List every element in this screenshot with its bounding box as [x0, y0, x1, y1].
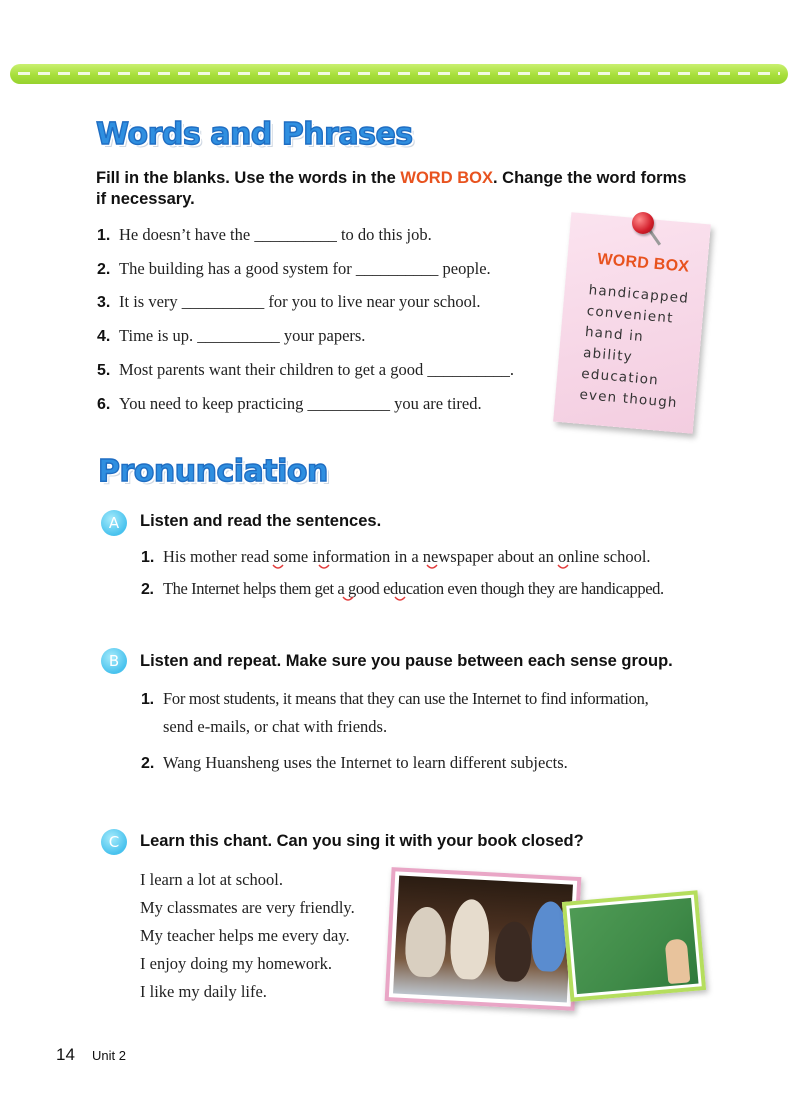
part-a-instruction: Listen and read the sentences. [140, 512, 382, 530]
badge-c-icon: C [101, 829, 127, 855]
page-number: 14 [56, 1045, 75, 1064]
pushpin-icon [632, 212, 654, 234]
words-instruction [96, 168, 736, 210]
question-5 [97, 359, 514, 382]
part-b-sentence-1 [141, 688, 648, 711]
part-c-instruction: Learn this chant. Can you sing it with your book closed? [140, 832, 584, 850]
word-box-item: ability [582, 344, 634, 366]
chant [140, 866, 355, 1006]
words-and-phrases-heading: Words and Phrases [96, 117, 413, 152]
instruction-line2: if necessary. [96, 190, 195, 208]
word-box [553, 212, 711, 433]
part-b-sentence-2 [141, 752, 568, 775]
photo-figure [404, 906, 448, 978]
linking-mark-icon [342, 596, 354, 602]
sentence-text: For most students, it means that they can use the Internet to find information, [163, 689, 649, 708]
question-text: Most parents want their children to get a good __________. [119, 360, 515, 379]
decorative-stripe [10, 64, 788, 84]
sentence-number: 2. [141, 755, 155, 772]
question-number: 5. [97, 362, 111, 379]
students-photo [385, 867, 582, 1011]
question-2 [97, 258, 491, 281]
question-text: Time is up. __________ your papers. [119, 326, 366, 345]
pronunciation-heading: Pronunciation [98, 454, 328, 489]
word-box-item: education [580, 365, 660, 389]
linking-mark-icon [557, 564, 569, 570]
sentence-number: 1. [141, 691, 154, 708]
question-number: 2. [97, 261, 111, 278]
sentence-number: 2. [141, 581, 154, 598]
linking-mark-icon [394, 596, 406, 602]
chant-line: I learn a lot at school. [140, 870, 283, 889]
chalkboard-photo-image [569, 898, 698, 994]
chant-line: My classmates are very friendly. [140, 898, 355, 917]
part-b-sentence-1-cont: send e-mails, or chat with friends. [163, 717, 388, 736]
word-box-item: convenient [586, 303, 675, 327]
part-b-instruction: Listen and repeat. Make sure you pause between each sense group. [140, 652, 673, 670]
chalkboard-photo [562, 890, 706, 1001]
chant-line: I like my daily life. [140, 982, 267, 1001]
question-text: He doesn’t have the __________ to do this job. [119, 225, 432, 244]
badge-a-icon: A [101, 510, 127, 536]
word-box-item: even though [578, 386, 679, 412]
hand-icon [665, 938, 691, 984]
chant-line: My teacher helps me every day. [140, 926, 350, 945]
instruction-text: Fill in the blanks. Use the words in the [96, 169, 401, 187]
badge-b-icon: B [101, 648, 127, 674]
question-number: 3. [97, 294, 111, 311]
question-3 [97, 291, 481, 314]
question-1 [97, 224, 432, 247]
question-number: 6. [97, 396, 111, 413]
question-text: You need to keep practicing __________ you are tired. [119, 394, 482, 413]
photo-figure [449, 898, 491, 980]
linking-mark-icon [426, 564, 438, 570]
sentence-text: The Internet helps them get a good education even though they are handicapped. [163, 579, 664, 598]
photo-figure [494, 921, 533, 983]
instruction-highlight: WORD BOX [400, 169, 493, 187]
question-text: The building has a good system for __________ people. [119, 259, 491, 278]
unit-label: Unit 2 [92, 1048, 126, 1063]
word-box-title: WORD BOX [596, 250, 691, 276]
instruction-text-end: . Change the word forms [492, 169, 687, 187]
word-box-item: handicapped [588, 282, 690, 307]
word-box-list [579, 280, 690, 414]
sentence-text: Wang Huansheng uses the Internet to learn different subjects. [163, 753, 568, 772]
question-number: 1. [97, 227, 111, 244]
question-number: 4. [97, 328, 111, 345]
question-6 [97, 393, 482, 416]
word-box-item: hand in [584, 323, 645, 346]
sentence-number: 1. [141, 549, 155, 566]
question-text: It is very __________ for you to live near your school. [119, 292, 481, 311]
sentence-text: His mother read some information in a newspaper about an online school. [163, 547, 651, 566]
part-a-sentence-1 [141, 546, 651, 569]
linking-mark-icon [272, 564, 284, 570]
question-4 [97, 325, 365, 348]
chant-line: I enjoy doing my homework. [140, 954, 333, 973]
students-photo-image [393, 876, 573, 1003]
linking-mark-icon [318, 564, 330, 570]
